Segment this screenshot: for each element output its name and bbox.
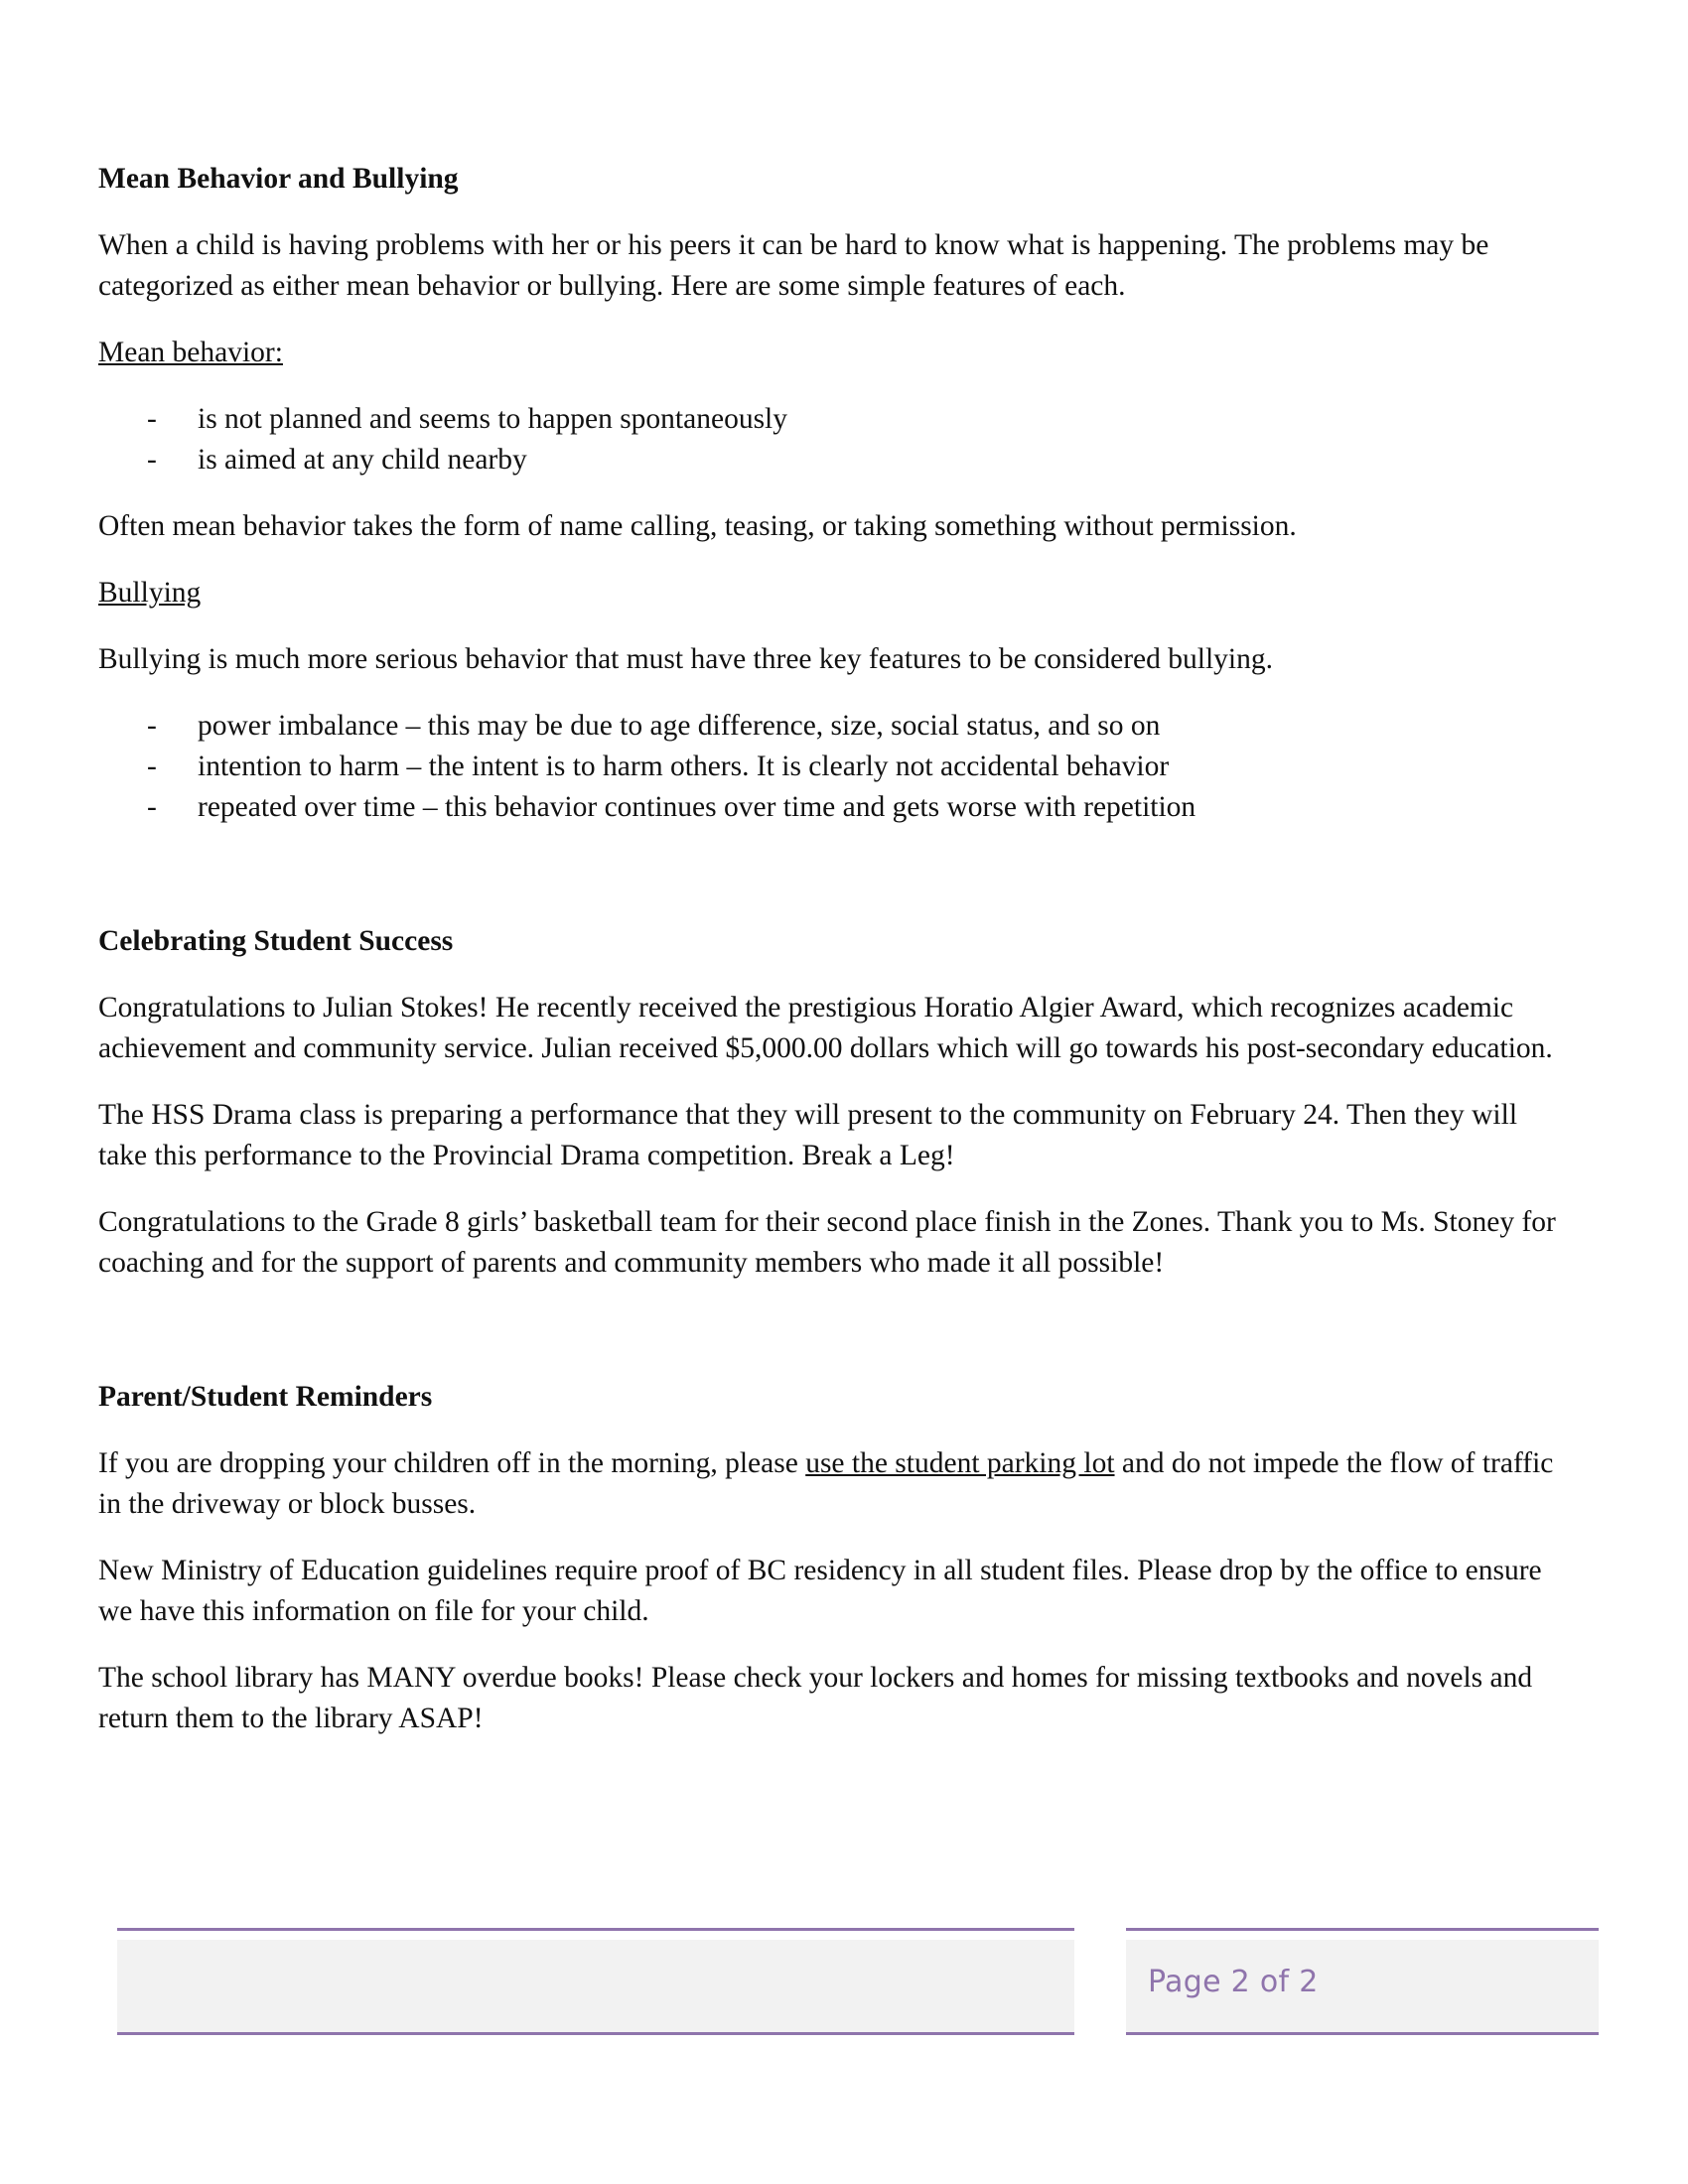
section-spacer xyxy=(98,854,1568,921)
intro-paragraph: When a child is having problems with her or his peers it can be hard to know what is happening. The problems may be categorized as either mean behavior or bullying. Here are some simple features of each. xyxy=(98,229,1489,302)
list-item-text: is not planned and seems to happen spontaneously xyxy=(198,403,787,435)
section-spacer xyxy=(98,1309,1568,1377)
list-item xyxy=(98,787,1568,828)
dash-bullet: - xyxy=(147,444,157,476)
student-success-section xyxy=(98,921,1568,1284)
mean-behavior-list xyxy=(98,399,1568,480)
footer-right-box xyxy=(1126,1928,1599,2035)
success-paragraph: Congratulations to the Grade 8 girls’ basketball team for their second place finish in the Zones. Thank you to Ms. Stoney for coaching and for the support of parents and community members who made it all possible! xyxy=(98,1206,1556,1279)
dropoff-text-start: If you are dropping your children off in the morning, please xyxy=(98,1447,806,1479)
success-paragraph: Congratulations to Julian Stokes! He recently received the prestigious Horatio Algier Award, which recognizes academic achievement and community service. Julian received $5,000.00 dollars which will go towards his post-secondary education. xyxy=(98,992,1553,1064)
dash-bullet: - xyxy=(147,751,157,782)
success-paragraph: The HSS Drama class is preparing a performance that they will present to the community on February 24. Then they will take this performance to the Provincial Drama competition. Break a Leg! xyxy=(98,1099,1518,1171)
parking-lot-emphasis: use the student parking lot xyxy=(805,1447,1115,1479)
list-item-text: power imbalance – this may be due to age difference, size, social status, and so on xyxy=(198,710,1161,742)
list-item xyxy=(98,440,1568,480)
footer-gap xyxy=(117,1931,1074,1940)
dropoff-paragraph xyxy=(98,1443,1568,1525)
reminders-section xyxy=(98,1377,1568,1739)
mean-behavior-subheading: Mean behavior: xyxy=(98,337,283,368)
bullying-section xyxy=(98,159,1568,828)
list-item xyxy=(98,747,1568,787)
dash-bullet: - xyxy=(147,710,157,742)
list-item xyxy=(98,706,1568,747)
page-content xyxy=(98,159,1568,1765)
list-item-text: repeated over time – this behavior continues over time and gets worse with repetition xyxy=(198,791,1196,823)
list-item-text: intention to harm – the intent is to harm others. It is clearly not accidental behavior xyxy=(198,751,1170,782)
bullying-intro: Bullying is much more serious behavior that must have three key features to be considered bullying. xyxy=(98,643,1273,675)
bullying-features-list xyxy=(98,706,1568,828)
mean-behavior-note: Often mean behavior takes the form of name calling, teasing, or taking something without permission. xyxy=(98,510,1297,542)
dropoff-text-end: and do not impede the flow of traffic in the driveway or block busses. xyxy=(98,1447,1554,1520)
list-item xyxy=(98,399,1568,440)
section-heading: Parent/Student Reminders xyxy=(98,1381,433,1413)
page-number-label: Page 2 of 2 xyxy=(1148,1965,1319,1999)
dash-bullet: - xyxy=(147,791,157,823)
reminder-paragraph: New Ministry of Education guidelines require proof of BC residency in all student files. Please drop by the office to ensure we have this information on file for your child. xyxy=(98,1555,1542,1627)
list-item-text: is aimed at any child nearby xyxy=(198,444,527,476)
section-heading: Celebrating Student Success xyxy=(98,925,454,957)
reminder-paragraph: The school library has MANY overdue books! Please check your lockers and homes for missing textbooks and novels and return them to the library ASAP! xyxy=(98,1662,1533,1734)
footer-left-box xyxy=(117,1928,1074,2035)
dash-bullet: - xyxy=(147,403,157,435)
bullying-subheading: Bullying xyxy=(98,577,202,609)
footer-gap xyxy=(1126,1931,1599,1940)
section-heading: Mean Behavior and Bullying xyxy=(98,163,459,195)
